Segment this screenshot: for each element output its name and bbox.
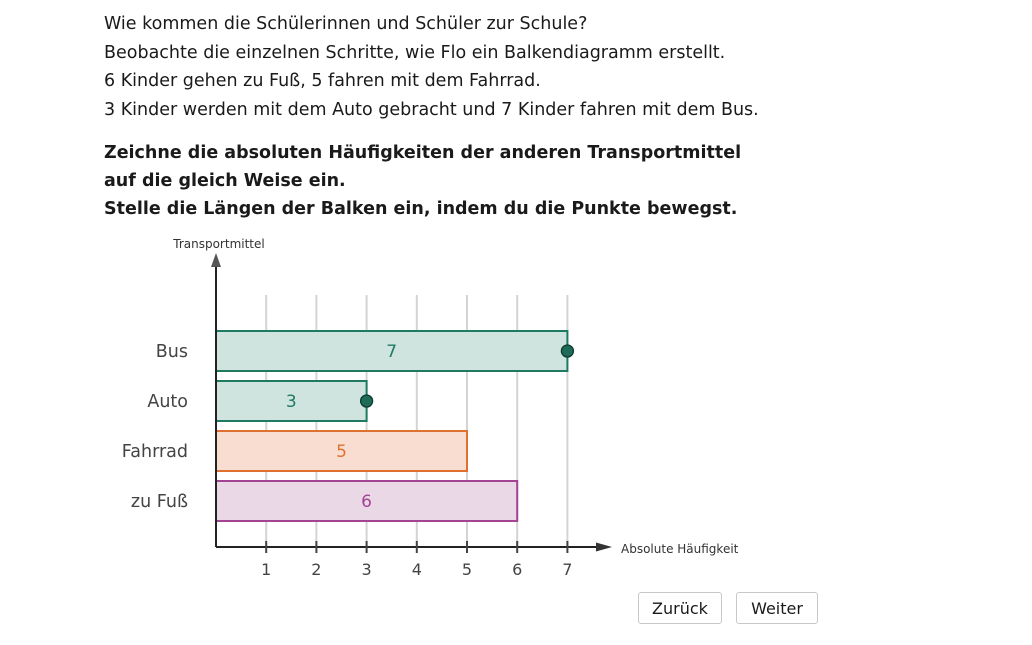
category-label: Bus	[155, 342, 188, 362]
x-tick-label: 4	[411, 560, 422, 579]
back-button[interactable]: Zurück	[638, 592, 722, 624]
y-axis-title: Transportmittel	[173, 237, 265, 251]
bar-value-label: 5	[336, 442, 347, 462]
next-button[interactable]: Weiter	[736, 592, 818, 624]
intro-line-1: Wie kommen die Schülerinnen und Schüler zur Schule?	[104, 14, 588, 34]
drag-handle[interactable]	[361, 395, 373, 407]
x-axis-arrow	[596, 543, 612, 552]
x-axis-title: Absolute Häufigkeit	[621, 542, 739, 556]
bar-value-label: 3	[285, 392, 297, 412]
task-line-1: Zeichne die absoluten Häufigkeiten der anderen Transportmittel	[104, 143, 742, 163]
bar-value-label: 7	[386, 342, 398, 362]
x-tick-label: 5	[461, 560, 473, 579]
drag-handle[interactable]	[561, 345, 573, 357]
x-tick-label: 7	[562, 560, 573, 579]
intro-line-4: 3 Kinder werden mit dem Auto gebracht und 7 Kinder fahren mit dem Bus.	[104, 99, 759, 120]
x-tick-label: 3	[361, 560, 372, 579]
bar-value-label: 6	[361, 492, 373, 512]
y-axis-arrow	[211, 253, 221, 267]
category-label: zu Fuß	[130, 492, 188, 512]
x-tick-label: 1	[261, 560, 272, 579]
task-line-2: auf die gleich Weise ein.	[104, 171, 346, 191]
intro-line-3: 6 Kinder gehen zu Fuß, 5 fahren mit dem Fahrrad.	[104, 71, 541, 91]
x-tick-label: 6	[512, 560, 523, 579]
intro-line-2: Beobachte die einzelnen Schritte, wie Flo ein Balkendiagramm erstellt.	[104, 42, 726, 63]
category-label: Fahrrad	[121, 442, 188, 462]
category-label: Auto	[147, 392, 188, 412]
x-tick-label: 2	[311, 560, 322, 579]
task-line-3: Stelle die Längen der Balken ein, indem du die Punkte bewegst.	[104, 199, 738, 219]
